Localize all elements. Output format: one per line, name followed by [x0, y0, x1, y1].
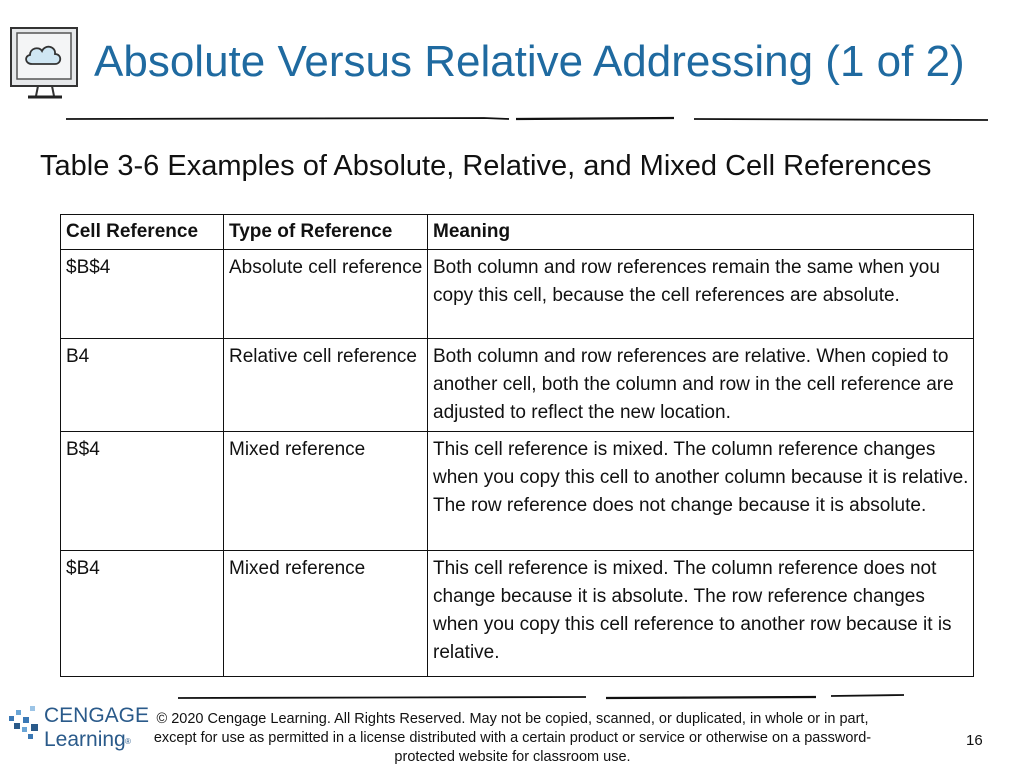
table-row — [61, 551, 974, 677]
meaning: This cell reference is mixed. The column reference does not change because it is absolute. The row reference changes when you copy this cell reference to another row because it is relative. — [428, 551, 974, 677]
table-header-row — [61, 215, 974, 250]
type-of-reference: Relative cell reference — [224, 339, 428, 432]
meaning: This cell reference is mixed. The column reference changes when you copy this cell to another column because it is relative. The row reference does not change because it is absolute. — [428, 432, 974, 551]
table-caption: Table 3-6 Examples of Absolute, Relative, and Mixed Cell References — [40, 150, 932, 182]
cengage-logo-line1: CENGAGE — [44, 704, 150, 727]
cell-reference: $B$4 — [61, 250, 224, 339]
cengage-logo — [4, 694, 154, 764]
slide-title: Absolute Versus Relative Addressing (1 of 2) — [94, 37, 965, 86]
type-of-reference: Mixed reference — [224, 432, 428, 551]
computer-cloud-icon — [8, 26, 82, 102]
copyright-notice: © 2020 Cengage Learning. All Rights Reserved. May not be copied, scanned, or duplicated, in whole or in part, except for use as permitted in a license distributed with a certain product or service or otherwise on a password-protected website for classroom use. — [153, 711, 872, 765]
type-of-reference: Absolute cell reference — [224, 250, 428, 339]
cengage-logo-line2: Learning — [44, 728, 126, 751]
bottom-divider — [176, 690, 906, 704]
table-row — [61, 250, 974, 339]
cell-reference: $B4 — [61, 551, 224, 677]
table-row — [61, 339, 974, 432]
cengage-logo-mark: ® — [125, 737, 131, 746]
meaning: Both column and row references remain the same when you copy this cell, because the cell references are absolute. — [428, 250, 974, 339]
page-number: 16 — [966, 732, 983, 749]
cengage-mark-icon — [9, 706, 38, 739]
header-cell-reference: Cell Reference — [61, 215, 224, 250]
cell-reference: B4 — [61, 339, 224, 432]
type-of-reference: Mixed reference — [224, 551, 428, 677]
top-divider — [64, 112, 990, 126]
header-type-of-reference: Type of Reference — [224, 215, 428, 250]
meaning: Both column and row references are relative. When copied to another cell, both the column and row in the cell reference are adjusted to reflect the new location. — [428, 339, 974, 432]
table-row — [61, 432, 974, 551]
cell-reference: B$4 — [61, 432, 224, 551]
cell-references-table — [60, 214, 974, 677]
header-meaning: Meaning — [428, 215, 974, 250]
